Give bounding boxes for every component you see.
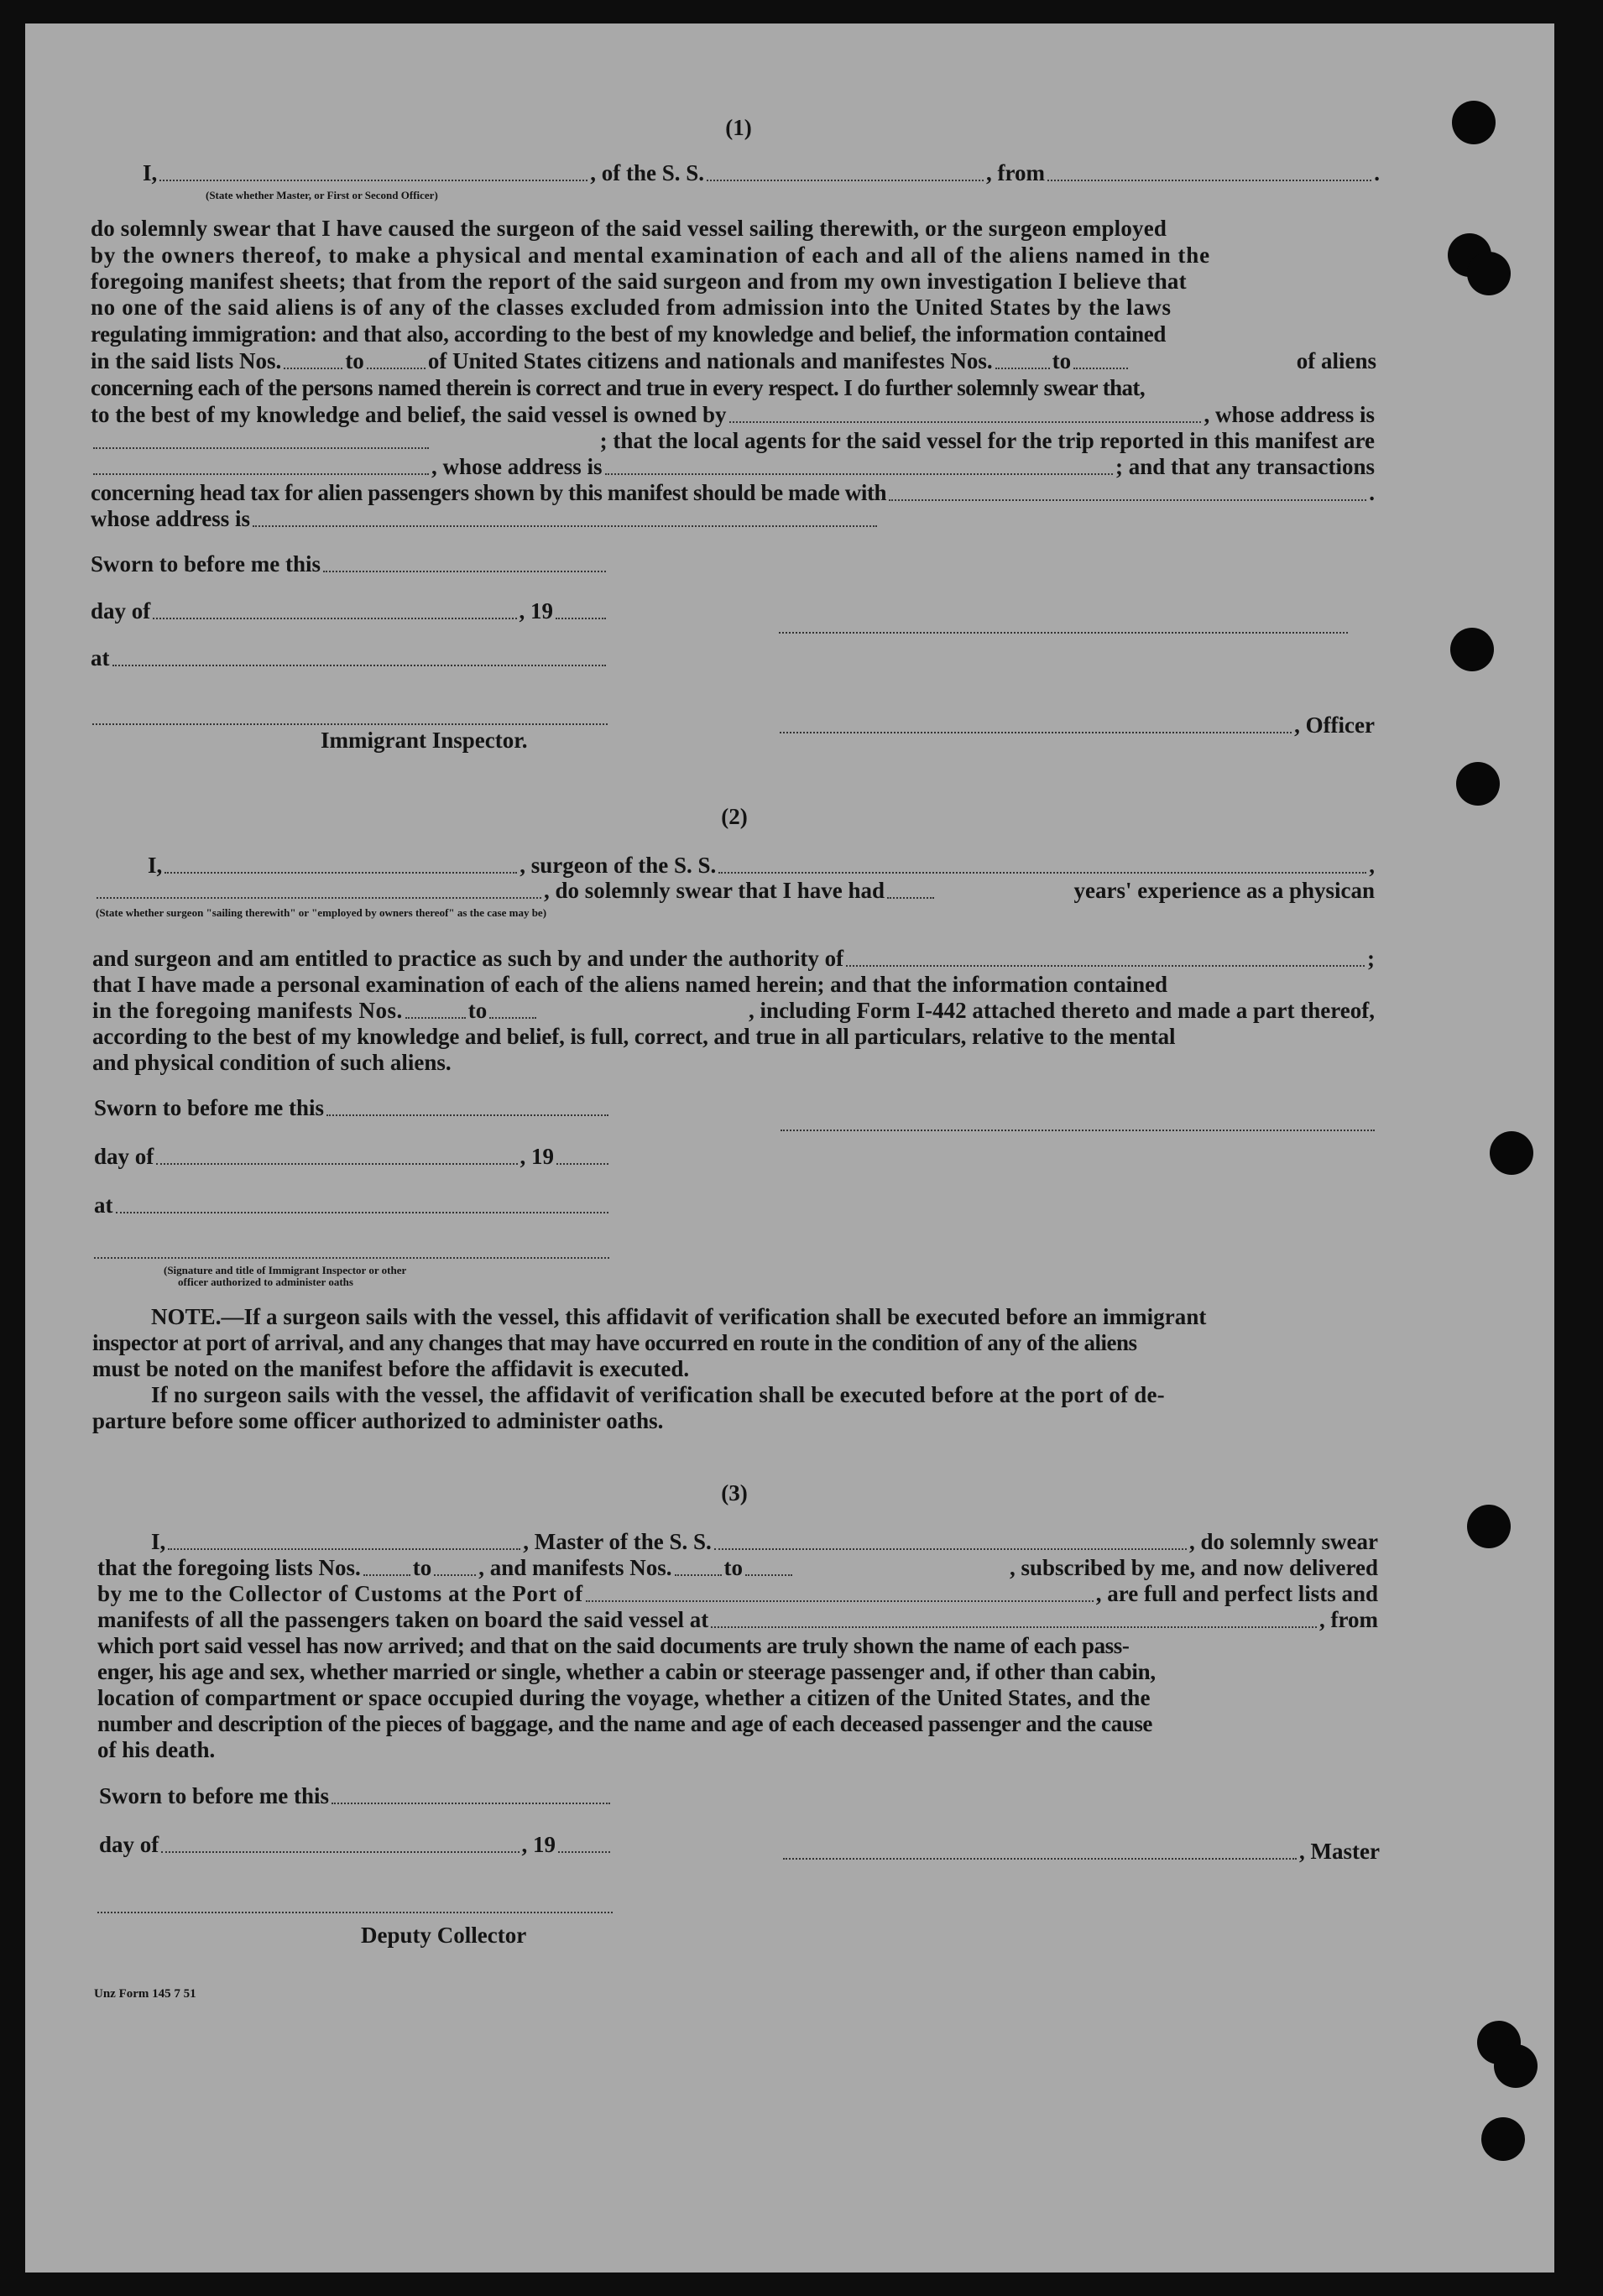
section-2-para: that I have made a personal examination of each of the aliens named herein; and that the information contained [92, 972, 1167, 997]
label-i: I, [143, 160, 158, 185]
note-para: If no surgeon sails with the vessel, the affidavit of verification shall be executed before at the port of de- [151, 1382, 1165, 1407]
master-lists-to-field[interactable] [434, 1554, 476, 1576]
owner-field[interactable] [729, 401, 1202, 423]
sworn-place-field-2[interactable] [116, 1192, 609, 1213]
section-3-sworn: Sworn to before me this [99, 1782, 613, 1809]
signature-caption-2: officer authorized to administer oaths [178, 1276, 353, 1288]
section-2-para: and physical condition of such aliens. [92, 1050, 452, 1075]
section-3-para: of his death. [97, 1737, 216, 1762]
section-1-dayof: day of , 19 [91, 597, 608, 624]
surgeon-signature-line[interactable] [781, 1130, 1375, 1131]
surgeon-status-field[interactable] [97, 877, 541, 899]
section-2-at: at [94, 1192, 611, 1218]
section-1-lists-line: in the said lists Nos. to of United States citizens and nationals and manifestes Nos. to of aliens [91, 348, 1376, 373]
practice-authority-field[interactable] [846, 945, 1365, 967]
agents-address-field[interactable] [605, 453, 1113, 475]
section-3-para: which port said vessel has now arrived; and that on the said documents are truly shown the name of each pass- [97, 1633, 1130, 1658]
section-3-lists-line: that the foregoing lists Nos. to , and manifests Nos. to , subscribed by me, and now delivered [97, 1555, 1378, 1580]
surgeon-manifest-to-field[interactable] [489, 997, 536, 1019]
section-2-authority-line: and surgeon and am entitled to practice as such by and under the authority of ; [92, 946, 1375, 971]
surgeon-caption: (State whether surgeon "sailing therewith" or "employed by owners thereof" as the case may be) [96, 906, 547, 919]
section-1-agent-address-line: , whose address is ; and that any transactions [91, 453, 1375, 480]
section-2-manifest-line: in the foregoing manifests Nos. to , including Form I-442 attached thereto and made a part thereof, [92, 998, 1375, 1023]
sworn-day-field[interactable] [323, 551, 606, 572]
officer-signature-field[interactable] [780, 712, 1292, 733]
collector-port-field[interactable] [586, 1580, 1094, 1602]
punch-hole [1490, 1131, 1533, 1175]
years-experience-field[interactable] [887, 877, 934, 899]
section-2-number: (2) [721, 804, 748, 829]
deputy-signature-line[interactable] [97, 1912, 613, 1913]
label-from: , from [986, 160, 1046, 185]
sworn-day-field-2[interactable] [326, 1094, 608, 1116]
sworn-month-field-3[interactable] [161, 1831, 519, 1853]
section-1-para: foregoing manifest sheets; that from the report of the said surgeon and from my own investigation I believe that [91, 269, 1187, 294]
sworn-year-field-2[interactable] [556, 1143, 608, 1165]
section-1-at: at [91, 644, 608, 671]
officer-name-field[interactable] [159, 159, 587, 181]
label-of-ss: , of the S. S. [590, 160, 705, 185]
punch-hole [1450, 628, 1494, 671]
surgeon-manifest-from-field[interactable] [405, 997, 466, 1019]
section-2-dayof: day of , 19 [94, 1143, 611, 1170]
sworn-year-field[interactable] [556, 597, 606, 619]
head-tax-address-field[interactable] [253, 505, 877, 527]
section-3-line-1: I, , Master of the S. S. , do solemnly swear [151, 1529, 1378, 1554]
section-2-sworn: Sworn to before me this [94, 1094, 611, 1121]
document-page [25, 23, 1554, 2273]
note-para: must be noted on the manifest before the affidavit is executed. [92, 1356, 690, 1381]
note-para: NOTE.—If a surgeon sails with the vessel, this affidavit of verification shall be executed before an immigrant [151, 1304, 1207, 1329]
deputy-collector-label: Deputy Collector [361, 1923, 527, 1948]
section-1-owner-line: to the best of my knowledge and belief, the said vessel is owned by , whose address is [91, 402, 1375, 427]
punch-hole [1467, 1505, 1511, 1548]
master-manifests-to-field[interactable] [745, 1554, 792, 1576]
local-agents-field[interactable] [93, 453, 429, 475]
section-2-line-2: , do solemnly swear that I have had years' experience as a physican [94, 877, 1375, 904]
section-1-whose-line: whose address is [91, 505, 880, 532]
section-3-number: (3) [721, 1480, 748, 1505]
signature-line[interactable] [779, 632, 1348, 634]
line-end: . [1374, 160, 1380, 185]
immigrant-inspector-label: Immigrant Inspector. [321, 728, 528, 753]
section-1-number: (1) [725, 115, 752, 140]
section-3-para: location of compartment or space occupied during the voyage, whether a citizen of the United States, and the [97, 1685, 1151, 1710]
section-1-para: no one of the said aliens is of any of the classes excluded from admission into the United States by the laws [91, 295, 1172, 320]
section-2-line-1: I, , surgeon of the S. S. , [148, 853, 1375, 878]
section-1-agents-line: ; that the local agents for the said vessel for the trip reported in this manifest are [91, 427, 1375, 454]
form-number: Unz Form 145 7 51 [94, 1987, 196, 2001]
boarding-port-field[interactable] [711, 1606, 1317, 1628]
punch-hole [1452, 101, 1496, 144]
inspector-signature-line[interactable] [92, 723, 608, 725]
punch-hole [1467, 252, 1511, 295]
surgeon-name-field[interactable] [164, 852, 517, 874]
master-signature-field[interactable] [783, 1838, 1297, 1860]
alien-manifest-to-field[interactable] [1073, 347, 1128, 369]
sworn-place-field[interactable] [112, 644, 607, 666]
citizen-list-from-field[interactable] [284, 347, 342, 369]
inspector-signature-line-2[interactable] [94, 1257, 609, 1259]
sworn-day-field-3[interactable] [332, 1782, 610, 1804]
section-3-para: number and description of the pieces of baggage, and the name and age of each deceased passenger and the cause [97, 1711, 1153, 1736]
signature-caption-1: (Signature and title of Immigrant Inspector or other [164, 1264, 407, 1276]
owner-address-field[interactable] [93, 427, 429, 449]
punch-hole [1456, 762, 1500, 806]
section-3-dayof: day of , 19 [99, 1831, 613, 1858]
sworn-year-field-3[interactable] [558, 1831, 610, 1853]
section-1-para: by the owners thereof, to make a physical and mental examination of each and all of the aliens named in the [91, 243, 1211, 268]
punch-hole [1494, 2044, 1538, 2088]
section-2-para: according to the best of my knowledge and belief, is full, correct, and true in all particulars, relative to the mental [92, 1024, 1176, 1049]
vessel-name-field[interactable] [707, 159, 984, 181]
master-manifests-from-field[interactable] [675, 1554, 722, 1576]
officer-signature: , Officer [777, 712, 1375, 738]
punch-hole [1481, 2117, 1525, 2161]
surgeon-vessel-field[interactable] [718, 852, 1366, 874]
officer-caption: (State whether Master, or First or Second Officer) [206, 189, 438, 201]
alien-manifest-from-field[interactable] [995, 347, 1050, 369]
section-1-para: concerning each of the persons named therein is correct and true in every respect. I do further solemnly swear that, [91, 375, 1145, 400]
master-vessel-field[interactable] [714, 1528, 1187, 1550]
section-3-para: enger, his age and sex, whether married or single, whether a cabin or steerage passenger and, if other than cabin, [97, 1659, 1156, 1684]
note-para: parture before some officer authorized to administer oaths. [92, 1408, 664, 1433]
master-lists-from-field[interactable] [363, 1554, 410, 1576]
citizen-list-to-field[interactable] [367, 347, 426, 369]
section-1-headtax-line: concerning head tax for alien passengers shown by this manifest should be made with . [91, 480, 1375, 505]
section-1-para: regulating immigration: and that also, according to the best of my knowledge and belief, the information contained [91, 321, 1167, 347]
master-signature: , Master [781, 1838, 1380, 1865]
head-tax-contact-field[interactable] [889, 479, 1366, 501]
section-1-line-1 [143, 159, 1380, 186]
section-1-para: do solemnly swear that I have caused the surgeon of the said vessel sailing therewith, or the surgeon employed [91, 216, 1167, 241]
sworn-month-field-2[interactable] [156, 1143, 517, 1165]
section-1-sworn: Sworn to before me this [91, 551, 608, 577]
section-3-boarding-line: manifests of all the passengers taken on board the said vessel at , from [97, 1607, 1378, 1632]
section-3-port-line: by me to the Collector of Customs at the Port of , are full and perfect lists and [97, 1581, 1378, 1606]
note-para: inspector at port of arrival, and any changes that may have occurred en route in the condition of any of the aliens [92, 1330, 1137, 1355]
master-name-field[interactable] [168, 1528, 520, 1550]
sworn-month-field[interactable] [153, 597, 516, 619]
from-port-field[interactable] [1047, 159, 1371, 181]
